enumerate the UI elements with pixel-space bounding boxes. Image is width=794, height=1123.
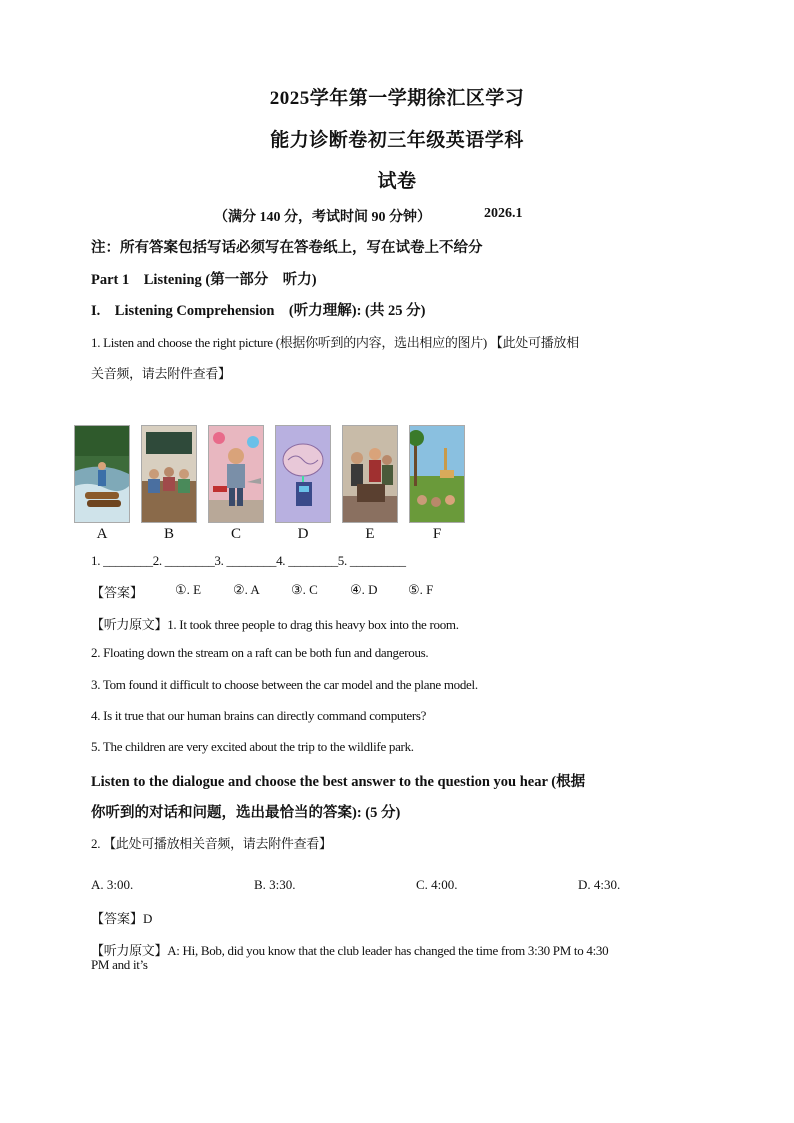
picture-label-f: F bbox=[432, 526, 442, 542]
answer-3: ③. C bbox=[291, 582, 318, 597]
q1-instruction-line-1: 1. Listen and choose the right picture (根据你听到的内容，选出相应的图片) 【此处可播放相 bbox=[91, 335, 579, 350]
q2-transcript-line-2: PM and it’s bbox=[91, 957, 148, 972]
answer-blanks: 1. ________2. ________3. ________4. ________5. _________ bbox=[91, 553, 406, 568]
transcript-line-3: 3. Tom found it difficult to choose between the car model and the plane model. bbox=[91, 677, 478, 692]
q2-transcript-line-1 bbox=[91, 940, 608, 959]
option-a: A. 3:00. bbox=[91, 877, 134, 892]
document-title-line-3: 试卷 bbox=[377, 171, 417, 192]
transcript-line-5: 5. The children are very excited about the trip to the wildlife park. bbox=[91, 739, 414, 754]
answer-4: ④. D bbox=[350, 582, 378, 597]
answer-label: 【答案】 bbox=[91, 585, 144, 600]
document-title-line-1: 2025学年第一学期徐汇区学习 bbox=[269, 88, 525, 109]
q2-transcript-label: 【听力原文】 bbox=[91, 943, 168, 958]
transcript-label: 【听力原文】 bbox=[91, 617, 168, 632]
exam-info: （满分 140 分，考试时间 90 分钟） bbox=[214, 210, 431, 225]
q2-answer bbox=[91, 908, 152, 927]
exam-date: 2026.1 bbox=[484, 206, 523, 221]
answer-2: ②. A bbox=[233, 582, 260, 597]
q2-answer-label: 【答案】 bbox=[91, 911, 144, 926]
section-heading: I. Listening Comprehension (听力理解): (共 25 分) bbox=[91, 303, 426, 319]
transcript-line-1 bbox=[91, 614, 459, 633]
part-heading: Part 1 Listening (第一部分 听力) bbox=[91, 272, 317, 288]
picture-label-c: C bbox=[230, 526, 241, 542]
answer-1: ①. E bbox=[175, 582, 202, 597]
q2-instruction: 2. 【此处可播放相关音频，请去附件查看】 bbox=[91, 836, 332, 851]
option-d: D. 4:30. bbox=[578, 877, 621, 892]
option-b: B. 3:30. bbox=[254, 877, 296, 892]
section-2-heading-line-1: Listen to the dialogue and choose the best answer to the question you hear (根据 bbox=[91, 774, 586, 790]
section-2-heading-line-2: 你听到的对话和问题，选出最恰当的答案): (5 分) bbox=[91, 805, 401, 821]
classroom-picture bbox=[141, 425, 197, 523]
people-dragging-box-picture bbox=[342, 425, 398, 523]
transcript-line-4: 4. Is it true that our human brains can directly command computers? bbox=[91, 708, 427, 723]
picture-label-e: E bbox=[365, 526, 375, 542]
picture-label-a: A bbox=[96, 526, 108, 542]
q2-transcript-text-1: A: Hi, Bob, did you know that the club leader has changed the time from 3:30 PM to 4:30 bbox=[167, 943, 609, 958]
wildlife-park-picture bbox=[409, 425, 465, 523]
rafting-picture bbox=[74, 425, 130, 523]
picture-label-d: D bbox=[297, 526, 309, 542]
boy-with-models-picture bbox=[208, 425, 264, 523]
picture-label-b: B bbox=[163, 526, 174, 542]
transcript-line-2: 2. Floating down the stream on a raft can be both fun and dangerous. bbox=[91, 645, 429, 660]
q2-answer-value: D bbox=[143, 911, 153, 926]
option-c: C. 4:00. bbox=[416, 877, 458, 892]
brain-computer-picture bbox=[275, 425, 331, 523]
document-title-line-2: 能力诊断卷初三年级英语学科 bbox=[270, 130, 524, 151]
notice: 注：所有答案包括写话必须写在答卷纸上，写在试卷上不给分 bbox=[91, 240, 483, 256]
q1-instruction-line-2: 关音频，请去附件查看】 bbox=[91, 366, 231, 381]
transcript-text-1: 1. It took three people to drag this heavy box into the room. bbox=[167, 617, 459, 632]
answer-5: ⑤. F bbox=[408, 582, 434, 597]
